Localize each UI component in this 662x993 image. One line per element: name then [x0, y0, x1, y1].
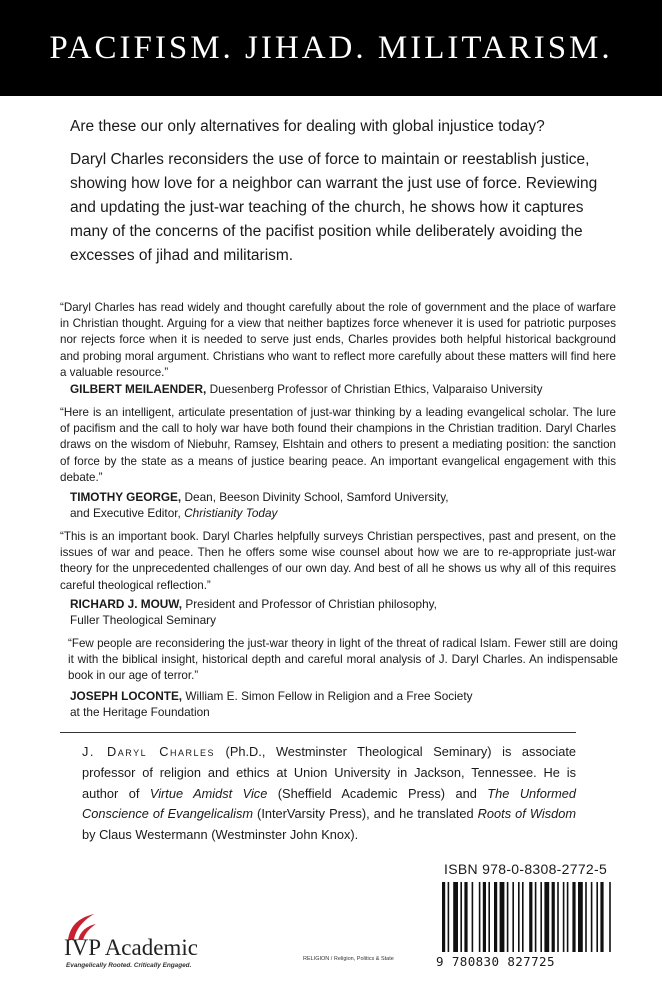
book-title: Roots of Wisdom	[477, 806, 576, 822]
endorser-name: GILBERT MEILAENDER,	[70, 382, 207, 396]
endorsement-attribution-1	[70, 381, 630, 397]
endorsement-quote-3: “This is an important book. Daryl Charles helpfully surveys Christian perspectives, past and present, on the issues of war and peace. Then he offers some wise counsel about how we are to re-appropriate just-war theory for the unprecedented challenges of our own day. And best of all he shows us why all of this requires careful theological reflection.”	[60, 530, 616, 592]
endorser-title-line2: and Executive Editor,	[70, 506, 185, 521]
title-banner	[0, 0, 662, 96]
publisher-tagline: Evangelically Rooted. Critically Engaged.	[66, 962, 192, 969]
endorser-title: President and Professor of Christian philosophy,	[182, 597, 437, 611]
author-bio	[82, 742, 576, 846]
lead-question: Are these our only alternatives for dealing with global injustice today?	[70, 118, 545, 135]
endorser-title: Dean, Beeson Divinity School, Samford University,	[181, 490, 449, 504]
book-title: The Unformed Conscience of Evangelicalism	[82, 785, 576, 822]
book-title: Virtue Amidst Vice	[149, 785, 268, 801]
endorser-publication: Christianity Today	[184, 506, 278, 521]
endorser-title-line2: Fuller Theological Seminary	[70, 613, 216, 628]
cover-headline: PACIFISM. JIHAD. MILITARISM.	[49, 29, 613, 66]
endorsement-quote-2: “Here is an intelligent, articulate presentation of just-war thinking by a leading evangelical scholar. The lure of pacifism and the call to holy war have both found their champions in the Christian tradition. Daryl Charles draws on the wisdom of Niebuhr, Ramsey, Elshtain and others to present a mediating position: the sanction of force by the state as a means of justice bearing peace. An important evangelical engagement with this debate.”	[60, 406, 616, 484]
bio-text: (Sheffield Academic Press) and	[267, 785, 488, 801]
endorsement-attribution-3	[70, 596, 630, 628]
endorser-title: William E. Simon Fellow in Religion and a Free Society	[182, 689, 473, 703]
publisher-name: IVP Academic	[64, 935, 198, 960]
endorser-name: JOSEPH LOCONTE,	[70, 689, 183, 703]
bio-text: (Ph.D., Westminster Theological Seminary) is associate professor of religion and ethics at Union University in Jackson, Tennessee. He is author of	[82, 744, 576, 801]
bio-text: by Claus Westermann (Westminster John Knox).	[82, 827, 359, 843]
endorser-name: RICHARD J. MOUW,	[70, 597, 183, 611]
endorsement-quote-1: “Daryl Charles has read widely and thought carefully about the role of government and the place of warfare in Christian thought. Arguing for a view that neither baptizes force whenever it is used for patriotic purposes nor rejects force when it is needed to serve just ends, Charles provides both helpful historical background and probing moral argument. Christians who want to reflect more carefully about these matters will find here a valuable resource.”	[60, 301, 616, 379]
endorser-title-line2: at the Heritage Foundation	[70, 705, 210, 720]
endorsement-attribution-4	[70, 688, 630, 720]
endorsement-attribution-2	[70, 489, 630, 521]
section-divider	[60, 732, 576, 733]
endorsement-quote-4: “Few people are reconsidering the just-war theory in light of the threat of radical Islam. Fewer still are doing it with the biblical insight, historical depth and careful moral analysis of J. Daryl Charles. An indispensable book in our age of terror.”	[68, 637, 618, 683]
endorser-name: TIMOTHY GEORGE,	[70, 490, 182, 504]
category-label: RELIGION / Religion, Politics & State	[303, 956, 394, 962]
author-name: J. Daryl Charles	[82, 744, 215, 759]
isbn-number: ISBN 978-0-8308-2772-5	[444, 861, 608, 877]
intro-paragraph: Daryl Charles reconsiders the use of force to maintain or reestablish justice, showing how love for a neighbor can warrant the just use of force. Reviewing and updating the just-war teaching of the church, he shows how it captures many of the concerns of the pacifist position while deliberately avoiding the excesses of jihad and militarism.	[70, 151, 598, 264]
barcode-digits: 9 780830 827725	[436, 954, 555, 969]
bio-text: (InterVarsity Press), and he translated	[253, 806, 478, 822]
barcode-icon	[442, 882, 642, 952]
endorser-title: Duesenberg Professor of Christian Ethics, Valparaiso University	[206, 382, 543, 396]
